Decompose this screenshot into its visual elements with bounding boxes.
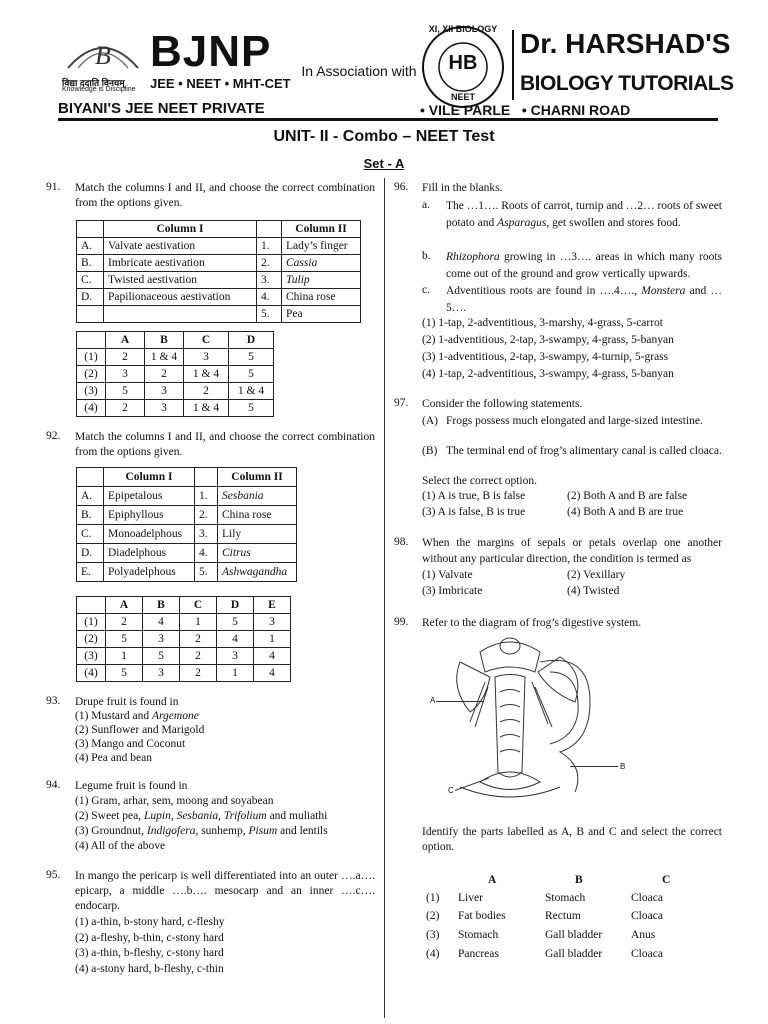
question-number: 94. (46, 779, 61, 791)
table-row: (4) 2 3 1 & 4 5 (77, 400, 274, 417)
option-2: (2) Vexillary (567, 569, 626, 581)
match-table (76, 220, 361, 323)
statement-b: The terminal end of frog’s alimentary canal is called cloaca. (446, 445, 722, 457)
brand-fullname: BIYANI'S JEE NEET PRIVATE (58, 100, 265, 117)
question-text: Legume fruit is found in (75, 780, 188, 792)
label-a: A (430, 696, 436, 705)
option-1: (1) Valvate (422, 569, 473, 581)
option-1: (1) Gram, arhar, sem, moong and soyabean (75, 795, 274, 807)
table-row: (2) 5 3 2 4 1 (77, 631, 291, 648)
question-text: Fill in the blanks. (422, 182, 503, 194)
option-4: (4) Twisted (567, 585, 620, 597)
column-divider (384, 178, 385, 1018)
brand-subtitle: JEE • NEET • MHT-CET (150, 76, 291, 91)
question-number: 98. (394, 536, 409, 548)
option-2: (2) 1-adventitious, 2-tap, 3-swampy, 4-grass, 5-banyan (422, 334, 674, 346)
set-label: Set - A (363, 156, 405, 171)
table-row: (1) 2 4 1 5 3 (77, 614, 291, 631)
header-divider (512, 30, 514, 100)
col1-header: Column I (104, 221, 257, 238)
list-item: (1) (426, 892, 440, 904)
blank-a-label: a. (422, 199, 430, 211)
col2-header: Column II (282, 221, 361, 238)
table-row: 5. Pea (77, 306, 361, 323)
option-4: (4) a-stony hard, b-fleshy, c-thin (75, 963, 224, 975)
table-row: A. Valvate aestivation 1. Lady’s finger (77, 238, 361, 255)
table-row: (1) 2 1 & 4 3 5 (77, 349, 274, 366)
option-4: (4) Pea and bean (75, 752, 152, 764)
tutor-name: Dr. HARSHAD'S (520, 28, 731, 59)
option-2: (2) Sweet pea, Lupin, Sesbania, Trifolium and muliathi (75, 810, 328, 822)
match-table: Column I Column II A. Epipetalous 1. Sesbania B. Epiphyllous 2. China rose C. Monoadelphous 3. Lily D. Diadelphous 4. Citrus E. Polyadelphous 5. Ashwagandha (76, 467, 297, 582)
association-text: In Association with (301, 63, 417, 79)
question-number: 97. (394, 397, 409, 409)
statement-a-label: (A) (422, 415, 438, 427)
option-2: (2) a-fleshy, b-thin, c-stony hard (75, 932, 224, 944)
blank-c-text: Adventitious roots are found in ….4…., Monstera and …5…. (446, 285, 722, 314)
list-item: (3) (426, 929, 440, 941)
question-text: Drupe fruit is found in (75, 696, 179, 708)
label-a-line (436, 701, 484, 702)
table-row: C. Monoadelphous 3. Lily (77, 525, 297, 544)
seal-top-text: XI, XII BIOLOGY (428, 24, 498, 34)
statement-a: Frogs possess much elongated and large-sized intestine. (446, 415, 703, 427)
question-text: Refer to the diagram of frog’s digestive system. (422, 617, 642, 629)
option-4: (4) Both A and B are true (567, 506, 684, 518)
label-c: C (448, 786, 454, 795)
page-title: UNIT- II - Combo – NEET Test (273, 128, 495, 145)
table-row: (2) 3 2 1 & 4 5 (77, 366, 274, 383)
table-row: (4) 5 3 2 1 4 (77, 665, 291, 682)
option-3: (3) a-thin, b-fleshy, c-stony hard (75, 947, 224, 959)
question-text: When the margins of sepals or petals overlap one another without any particular direction, the condition is termed as (422, 537, 722, 565)
seal-center-text: HB (448, 52, 478, 74)
blank-b-text: Rhizophora growing in …3…. areas in which many roots come out of the ground and grow vertically upwards. (446, 251, 722, 280)
brand-name: BJNP (150, 27, 272, 76)
blank-b-label: b. (422, 250, 431, 262)
table-row: B. Epiphyllous 2. China rose (77, 506, 297, 525)
question-number: 91. (46, 181, 61, 193)
seal-bottom-text: NEET (450, 92, 475, 102)
instruction: Select the correct option. (422, 475, 537, 487)
option-4: (4) All of the above (75, 840, 166, 852)
answer-table: A B C D (1) 2 1 & 4 3 5 (2) 3 2 1 & 4 5 (3) 5 3 2 1 & 4 (4) 2 3 1 & 4 5 (76, 331, 274, 417)
header-rule (58, 118, 718, 121)
logo-motto-hindi: विद्या ददाति विनयम् (62, 78, 125, 88)
locations: • VILE PARLE • CHARNI ROAD (420, 102, 631, 118)
question-number: 92. (46, 430, 61, 442)
bjnp-logo-icon (58, 28, 148, 76)
question-number: 95. (46, 869, 61, 881)
option-3: (3) Imbricate (422, 585, 483, 597)
statement-b-label: (B) (422, 445, 438, 457)
table-row: D. Diadelphous 4. Citrus (77, 544, 297, 563)
table-row: (3) 5 3 2 1 & 4 (77, 383, 274, 400)
tutor-subtitle: BIOLOGY TUTORIALS (520, 72, 734, 95)
blank-a-text: The …1…. Roots of carrot, turnip and …2… roots of sweet potato and Asparagus, get swollen and stores food. (446, 200, 722, 229)
list-item: (2) (426, 910, 440, 922)
option-2: (2) Both A and B are false (567, 490, 688, 502)
option-2: (2) Sunflower and Marigold (75, 724, 205, 736)
question-text: Match the columns I and II, and choose the correct combination from the options given. (75, 182, 375, 209)
label-b-line (570, 766, 618, 767)
table-row: A. Epipetalous 1. Sesbania (77, 487, 297, 506)
question-text: In mango the pericarp is well differentiated into an outer ….a…. epicarp, a middle ….b…. mesocarp and an inner ….c…. endocarp. (75, 870, 375, 912)
option-1: (1) Mustard and Argemone (75, 710, 199, 722)
option-3: (3) 1-adventitious, 2-tap, 3-swampy, 4-turnip, 5-grass (422, 351, 669, 363)
logo-motto: Knowledge is Discipline (62, 86, 136, 93)
table-row: E. Polyadelphous 5. Ashwagandha (77, 563, 297, 582)
question-text: Consider the following statements. (422, 398, 583, 410)
svg-text:B: B (95, 41, 111, 70)
option-3: (3) A is false, B is true (422, 506, 526, 518)
question-number: 93. (46, 695, 61, 707)
question-number: 96. (394, 181, 409, 193)
question-number: 99. (394, 616, 409, 628)
option-1: (1) 1-tap, 2-adventitious, 3-marshy, 4-grass, 5-carrot (422, 317, 664, 329)
option-1: (1) a-thin, b-stony hard, c-fleshy (75, 916, 225, 928)
option-3: (3) Groundnut, Indigofera, sunhemp, Pisum and lentils (75, 825, 328, 837)
option-4: (4) 1-tap, 2-adventitious, 3-swampy, 4-grass, 5-banyan (422, 368, 674, 380)
table-row: D. Papilionaceous aestivation 4. China rose (77, 289, 361, 306)
table-row: C. Twisted aestivation 3. Tulip (77, 272, 361, 289)
option-1: (1) A is true, B is false (422, 490, 526, 502)
list-item: (4) (426, 948, 440, 960)
table-row: (3) 1 5 2 3 4 (77, 648, 291, 665)
label-b: B (620, 762, 626, 771)
answer-table: A B C D E (1) 2 4 1 5 3 (2) 5 3 2 4 1 (3) 1 5 2 3 4 (4) 5 3 2 1 4 (76, 596, 291, 682)
page-header (0, 0, 768, 122)
table-row: B. Imbricate aestivation 2. Cassia (77, 255, 361, 272)
question-text: Match the columns I and II, and choose the correct combination from the options given. (75, 431, 375, 458)
question-text-2: Identify the parts labelled as A, B and C and select the correct option. (422, 826, 722, 853)
blank-c-label: c. (422, 284, 430, 296)
option-3: (3) Mango and Coconut (75, 738, 186, 750)
